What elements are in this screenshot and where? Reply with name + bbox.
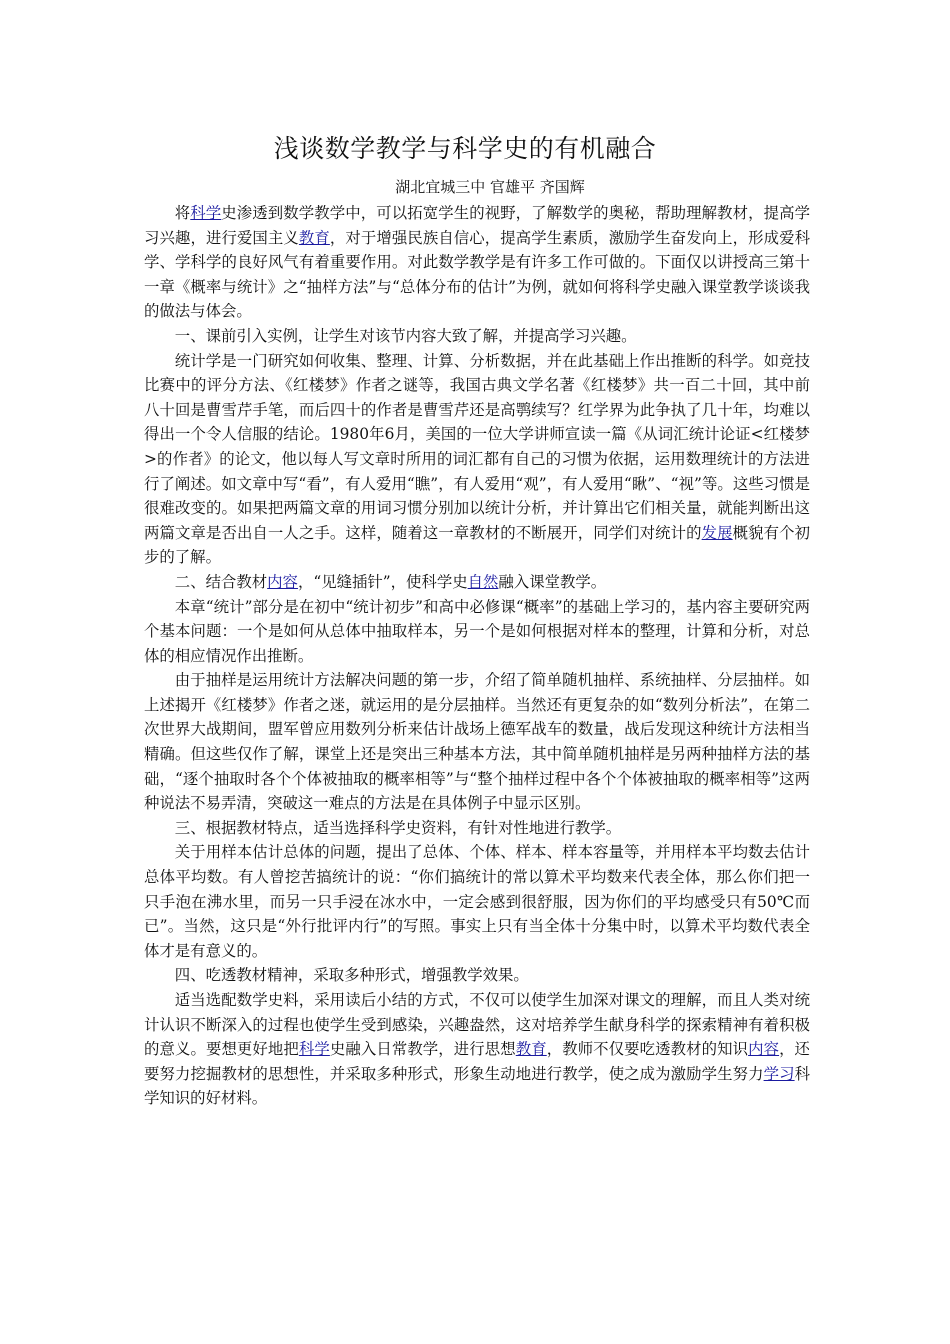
paragraph-text: 一、课前引入实例，让学生对该节内容大致了解，并提高学习兴趣。 bbox=[174, 326, 637, 345]
document-body bbox=[144, 201, 810, 1111]
paragraph-text: 关于用样本估计总体的问题，提出了总体、个体、样本、样本容量等，并用样本平均数去估计总体平均数。有人曾挖苦搞统计的说：“你们搞统计的常以算术平均数来代表全体，那么你们把一只手泡在沸水里，而另一只手浸在冰水中，一定会感到很舒服，因为你们的平均感受只有50℃而已”。当然，这只是“外行批评内行”的写照。事实上只有当全体十分集中时，以算术平均数代表全体才是有意义的。 bbox=[144, 843, 810, 960]
paragraph-text: 融入课堂教学。 bbox=[498, 572, 607, 591]
paragraph bbox=[144, 595, 810, 669]
inline-link[interactable]: 内容 bbox=[267, 572, 298, 591]
inline-link[interactable]: 内容 bbox=[748, 1040, 780, 1059]
inline-link[interactable]: 发展 bbox=[701, 523, 733, 542]
paragraph-text: ，“见缝插针”，使科学史 bbox=[297, 572, 468, 591]
inline-link[interactable]: 自然 bbox=[467, 572, 499, 591]
paragraph-text: ，对于增强民族自信心，提高学生素质，激励学生奋发向上，形成爱科学、学科学的良好风气有着重要作用。对此数学教学是有许多工作可做的。下面仅以讲授高三第十一章《概率与统计》之“抽样方法”与“总体分布的估计”为例，就如何将科学史融入课堂教学谈谈我的做法与体会。 bbox=[144, 228, 810, 321]
document-authors: 湖北宜城三中 官雄平 齐国辉 bbox=[395, 178, 585, 196]
paragraph-text: 三、根据教材特点，适当选择科学史资料，有针对性地进行教学。 bbox=[174, 818, 622, 837]
paragraph bbox=[144, 963, 810, 988]
paragraph-text: 由于抽样是运用统计方法解决问题的第一步，介绍了简单随机抽样、系统抽样、分层抽样。如上述揭开《红楼梦》作者之迷，就运用的是分层抽样。当然还有更复杂的如“数列分析法”，在第二次世界大战期间，盟军曾应用数列分析来估计战场上德军战车的数量，战后发现这种统计方法相当精确。但这些仅作了解，课堂上还是突出三种基本方法，其中简单随机抽样是另两种抽样方法的基础，“逐个抽取时各个个体被抽取的概率相等”与“整个抽样过程中各个个体被抽取的概率相等”这两种说法不易弄清，突破这一难点的方法是在具体例子中显示区别。 bbox=[144, 671, 810, 813]
inline-link[interactable]: 学习 bbox=[763, 1064, 795, 1083]
paragraph-text: ，教师不仅要吃透教材的知识 bbox=[546, 1040, 749, 1059]
inline-link[interactable]: 科学 bbox=[298, 1040, 330, 1059]
paragraph-text: 统计学是一门研究如何收集、整理、计算、分析数据，并在此基础上作出推断的科学。如竞技比赛中的评分方法、《红楼梦》作者之谜等，我国古典文学名著《红楼梦》共一百二十回，其中前八十回是曹雪芹手笔，而后四十的作者是曹雪芹还是高鹗续写？红学界为此争执了几十年，均难以得出一个令人信服的结论。1980年6月，美国的一位大学讲师宣读一篇《从词汇统计论证<红楼梦>的作者》的论文，他以每人写文章时所用的词汇都有自己的习惯为依据，运用数理统计的方法进行了阐述。如文章中写“看”，有人爱用“瞧”，有人爱用“观”，有人爱用“瞅”、“视”等。这些习惯是很难改变的。如果把两篇文章的用词习惯分别加以统计分析，并计算出它们相关量，就能判断出这两篇文章是否出自一人之手。这样，随着这一章教材的不断展开，同学们对统计的 bbox=[144, 351, 810, 542]
paragraph-text: ，还要努力挖掘教材的思想性，并采取多种形式，形象生动地进行教学，使之成为激励学生努力 bbox=[144, 1040, 810, 1083]
document-title: 浅谈数学教学与科学史的有机融合 bbox=[273, 134, 657, 163]
paragraph bbox=[144, 816, 810, 841]
paragraph bbox=[144, 988, 810, 1111]
paragraph-text: 概貌有个初步的了解。 bbox=[144, 523, 810, 567]
paragraph bbox=[144, 570, 810, 595]
inline-link[interactable]: 科学 bbox=[190, 204, 222, 222]
paragraph-text: 科学知识的好材料。 bbox=[144, 1064, 810, 1108]
paragraph-text: 本章“统计”部分是在初中“统计初步”和高中必修课“概率”的基础上学习的，基内容主要研究两个基本问题：一个是如何从总体中抽取样本，另一个是如何根据对样本的整理，计算和分析，对总体的相应情况作出推断。 bbox=[144, 597, 810, 665]
paragraph-text: 适当选配数学史料，采用读后小结的方式，不仅可以使学生加深对课文的理解，而且人类对统计认识不断深入的过程也使学生受到感染，兴趣盎然，这对培养学生献身科学的探索精神有着积极的意义。要想更好地把 bbox=[144, 991, 810, 1059]
paragraph-text: 史融入日常教学，进行思想 bbox=[329, 1040, 516, 1059]
paragraph-text: 二、结合教材 bbox=[174, 572, 268, 591]
paragraph bbox=[144, 201, 810, 324]
paragraph-text: 史渗透到数学教学中，可以拓宽学生的视野，了解数学的奥秘，帮助理解教材，提高学习兴趣，进行爱国主义 bbox=[144, 204, 810, 247]
paragraph-text: 将 bbox=[174, 204, 191, 222]
paragraph-text: 四、吃透教材精神，采取多种形式，增强教学效果。 bbox=[174, 966, 529, 985]
inline-link[interactable]: 教育 bbox=[515, 1040, 547, 1059]
paragraph bbox=[144, 668, 810, 816]
paragraph bbox=[144, 324, 810, 349]
inline-link[interactable]: 教育 bbox=[298, 228, 330, 247]
paragraph bbox=[144, 349, 810, 570]
paragraph bbox=[144, 840, 810, 963]
